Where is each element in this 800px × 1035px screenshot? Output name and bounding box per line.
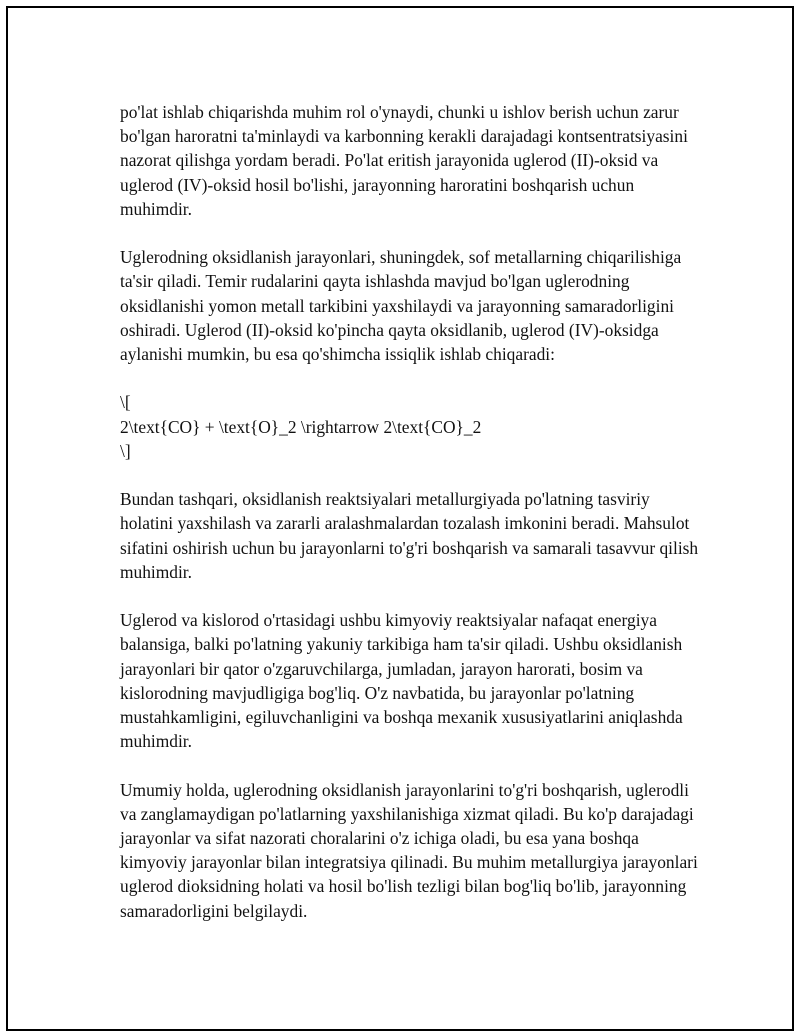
paragraph-4: Uglerod va kislorod o'rtasidagi ushbu kimyoviy reaktsiyalar nafaqat energiya balansiga, balki po'latning yakuniy tarkibiga ham ta'sir qiladi. Ushbu oksidlanish jarayonlari bir qator o'zgaruvchilarga, jumladan, jarayon harorati, bosim va kislorodning mavjudligiga bog'liq. O'z navbatida, bu jarayonlar po'latning mustahkamligini, egiluvchanligini va boshqa mexanik xususiyatlarini aniqlashda muhimdir. — [120, 610, 683, 752]
equation-body: 2\text{CO} + \text{O}_2 \rightarrow 2\text{CO}_2 — [120, 416, 482, 437]
equation-block — [120, 390, 700, 463]
paragraph-5: Umumiy holda, uglerodning oksidlanish jarayonlarini to'g'ri boshqarish, uglerodli va zanglamaydigan po'latlarning yaxshilanishiga xizmat qiladi. Bu ko'p darajadagi jarayonlar va sifat nazorati choralarini o'z ichiga oladi, bu esa yana boshqa kimyoviy jarayonlar bilan integratsiya qilinadi. Bu muhim metallurgiya jarayonlari uglerod dioksidning holati va hosil bo'lish tezligi bilan bog'liq bo'lib, jarayonning samaradorligini belgilaydi. — [120, 779, 698, 921]
paragraph-1: po'lat ishlab chiqarishda muhim rol o'ynaydi, chunki u ishlov berish uchun zarur bo'lgan haroratni ta'minlaydi va karbonning kerakli darajadagi kontsentratsiyasini nazorat qilishga yordam beradi. Po'lat eritish jarayonida uglerod (II)-oksid va uglerod (IV)-oksid hosil bo'lishi, jarayonning haroratini boshqarish uchun muhimdir. — [120, 102, 688, 219]
paragraph-3: Bundan tashqari, oksidlanish reaktsiyalari metallurgiyada po'latning tasviriy holatini yaxshilash va zararli aralashmalardan tozalash imkonini beradi. Mahsulot sifatini oshirish uchun bu jarayonlarni to'g'ri boshqarish va samarali tasavvur qilish muhimdir. — [120, 489, 699, 582]
page-frame — [6, 6, 794, 1031]
document-body — [120, 100, 700, 947]
equation-close: \] — [120, 440, 131, 461]
paragraph-2: Uglerodning oksidlanish jarayonlari, shuningdek, sof metallarning chiqarilishiga ta'sir qiladi. Temir rudalarini qayta ishlashda mavjud bo'lgan uglerodning oksidlanishi yomon metall tarkibini yaxshilaydi va jarayonning samaradorligini oshiradi. Uglerod (II)-oksid ko'pincha qayta oksidlanib, uglerod (IV)-oksidga aylanishi mumkin, bu esa qo'shimcha issiqlik ishlab chiqaradi: — [120, 247, 682, 365]
equation-open: \[ — [120, 392, 131, 413]
